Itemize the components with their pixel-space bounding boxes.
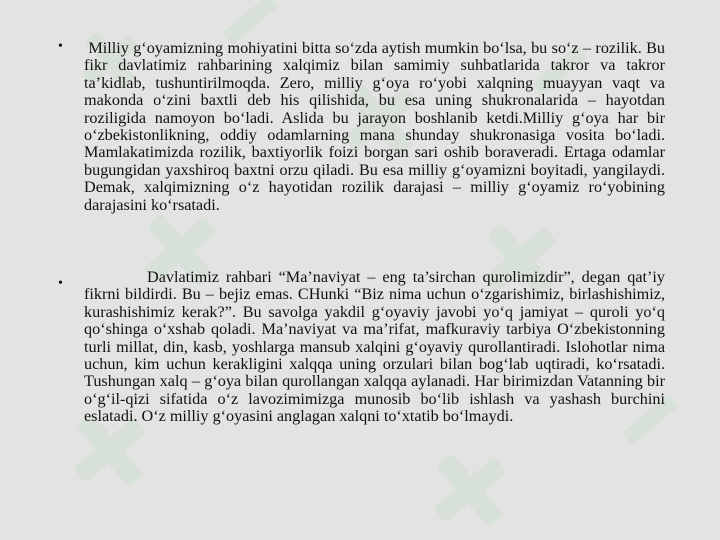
bullet-marker-1: • xyxy=(58,39,63,54)
paragraph-2 xyxy=(84,269,665,426)
paragraph-1-text: Milliy g‘oyamizning mohiyatini bitta so‘zda aytish mumkin bo‘lsa, bu so‘z – rozilik. Bu fikr davlatimiz rahbarining xalqimiz bilan samimiy suhbatlarida takror va takror ta’kidlab, tushuntirilmoqda. Zero, milliy g‘oya ro‘yobi xalqning muayyan vaqt va makonda o‘zini baxtli deb his qilishida, bu esa uning shukronalarida – hayotdan roziligida namoyon bo‘ladi. Aslida bu jarayon boshlanib ketdi.Milliy g‘oya har bir o‘zbekistonlikning, oddiy odamlarning mana shunday shukronasiga vosita bo‘ladi. Mamlakatimizda rozilik, baxtiyorlik foizi borgan sari oshib boraveradi. Ertaga odamlar bugungidan yaxshiroq baxtni orzu qiladi. Bu esa milliy g‘oyamizni boyitadi, yangilaydi. Demak, xalqimizning o‘z hayotidan rozilik darajasi – milliy g‘oyamiz ro‘yobining darajasini ko‘rsatadi. xyxy=(84,39,665,214)
paragraph-2-text: Davlatimiz rahbari “Ma’naviyat – eng ta’sirchan qurolimizdir”, degan qat’iy fikrni bildirdi. Bu – bejiz emas. CHunki “Biz nima uchun o‘zgarishimiz, birlashishimiz, kurashishimiz kerak?”. Bu savolga yakdil g‘oyaviy javobi yo‘q jamiyat – quroli yo‘q qo‘shinga o‘xshab qoladi. Ma’naviyat va ma’rifat, mafkuraviy tarbiya O‘zbekistonning turli millat, din, kasb, yoshlarga mansub xalqini g‘oyaviy qurollantiradi. Islohotlar nima uchun, kim uchun kerakligini xalqqa uning orzulari bilan bog‘lab uqtiradi, ko‘rsatadi. Tushungan xalq – g‘oya bilan qurollangan xalqqa aylanadi. Har birimizdan Vatanning bir o‘g‘il-qizi sifatida o‘z lavozimimizga munosib bo‘lib ishlash va yashash burchini eslatadi. O‘z milliy g‘oyasini anglagan xalqni to‘xtatib bo‘lmaydi. xyxy=(84,268,665,426)
paragraph-1 xyxy=(84,40,665,214)
bullet-marker-2: • xyxy=(58,276,63,291)
